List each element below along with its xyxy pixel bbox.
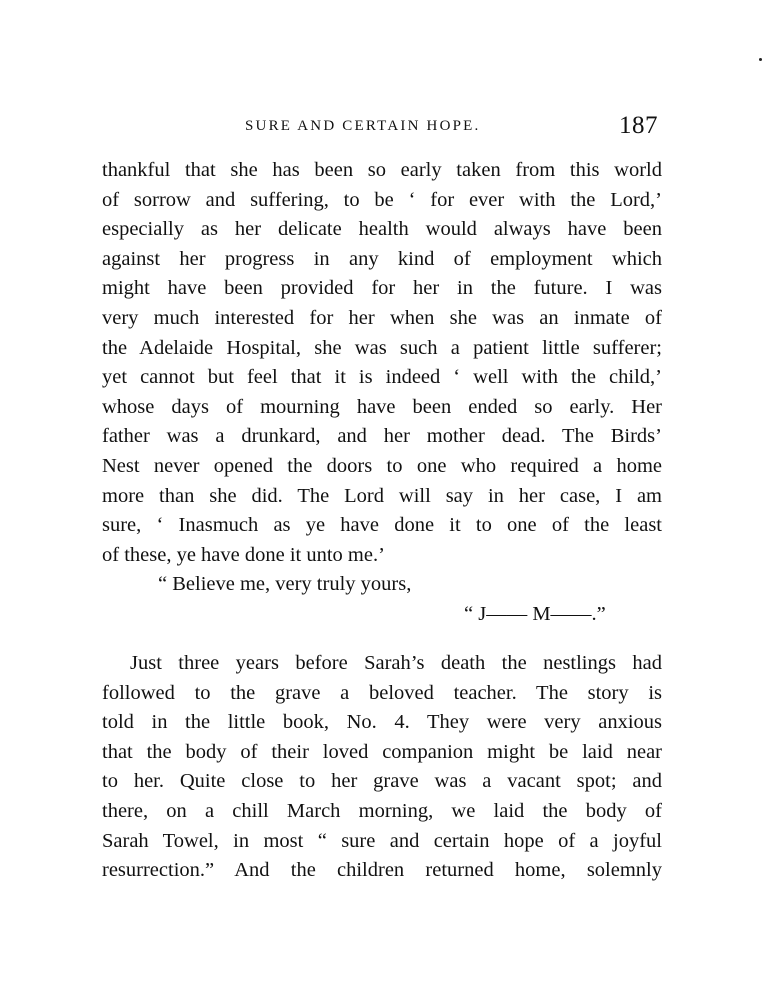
running-head — [102, 112, 658, 148]
text-line: Sarah Towel, in most “ sure and certain hope of a joyful — [102, 829, 662, 852]
text-line: followed to the grave a beloved teacher. The story is — [102, 681, 662, 704]
text-line: of these, ye have done it unto me.’ — [102, 543, 385, 566]
text-line: to her. Quite close to her grave was a vacant spot; and — [102, 770, 662, 793]
text-line: Just three years before Sarah’s death the nestlings had — [130, 652, 662, 674]
text-line: whose days of mourning have been ended so early. Her — [102, 395, 662, 418]
text-line: told in the little book, No. 4. They were very anxious — [102, 711, 662, 734]
text-line: that the body of their loved companion might be laid near — [102, 740, 662, 763]
letter-text — [102, 156, 662, 630]
text-line: especially as her delicate health would always have been — [102, 218, 662, 241]
body-paragraph — [102, 649, 662, 886]
text-line: against her progress in any kind of employment which — [102, 247, 662, 270]
paper-speck — [759, 58, 762, 61]
text-line: thankful that she has been so early taken from this world — [102, 159, 662, 181]
text-line: father was a drunkard, and her mother dead. The Birds’ — [102, 425, 662, 448]
text-line: sure, ‘ Inasmuch as ye have done it to one of the least — [102, 514, 662, 537]
running-title: SURE AND CERTAIN HOPE. — [245, 118, 481, 134]
letter-closing: “ Believe me, very truly yours, — [158, 573, 412, 596]
text-line: Nest never opened the doors to one who required a home — [102, 454, 662, 477]
text-line: the Adelaide Hospital, she was such a patient little sufferer; — [102, 336, 662, 359]
text-line: yet cannot but feel that it is indeed ‘ well with the child,’ — [102, 366, 662, 389]
text-line: of sorrow and suffering, to be ‘ for ever with the Lord,’ — [102, 188, 662, 211]
text-line: resurrection.” And the children returned home, solemnly — [102, 859, 662, 882]
text-line: more than she did. The Lord will say in her case, I am — [102, 484, 662, 507]
letter-signature: “ J—— M——.” — [464, 602, 606, 625]
text-line: there, on a chill March morning, we laid the body of — [102, 799, 662, 822]
text-line: might have been provided for her in the future. I was — [102, 277, 662, 300]
text-line: very much interested for her when she was an inmate of — [102, 306, 662, 329]
page-number: 187 — [619, 112, 658, 139]
